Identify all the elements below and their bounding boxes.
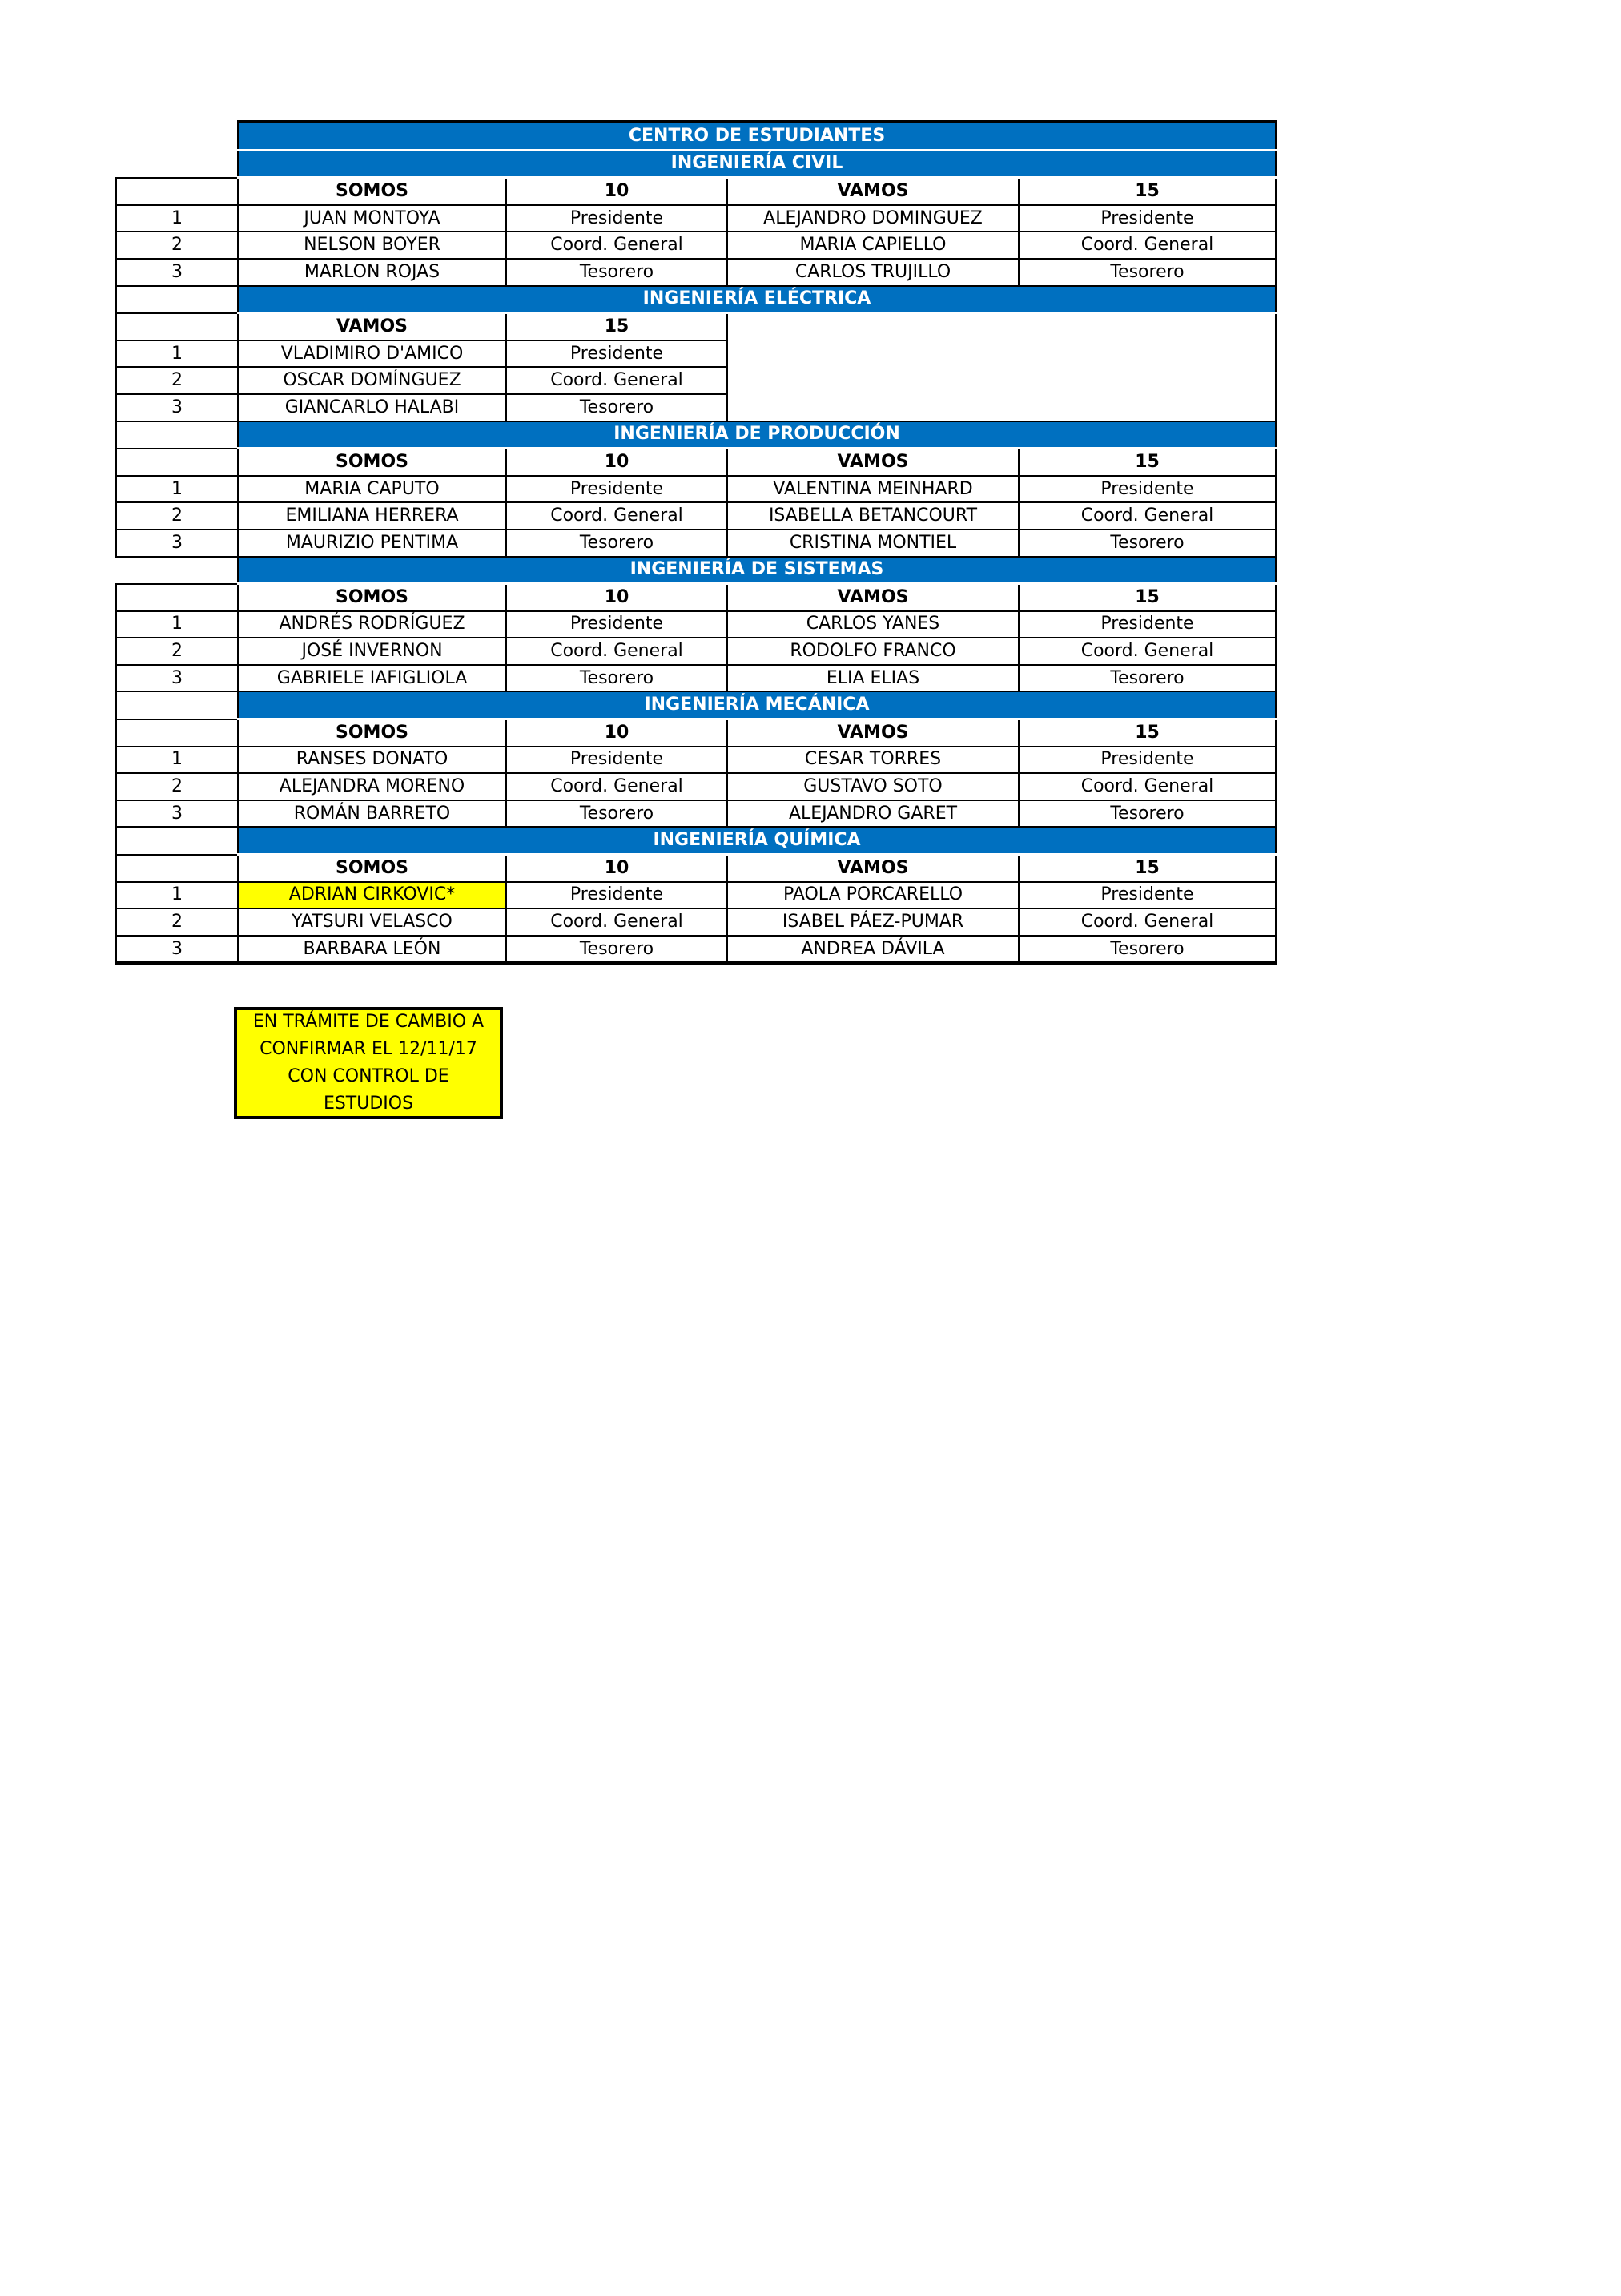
member-role: Presidente xyxy=(506,476,727,503)
member-role: Tesorero xyxy=(506,800,727,828)
row-number: 3 xyxy=(116,530,238,557)
header-cell: SOMOS xyxy=(238,719,506,747)
member-name: EMILIANA HERRERA xyxy=(238,502,506,530)
header-cell: 10 xyxy=(506,584,727,611)
member-role: Presidente xyxy=(1019,882,1276,909)
member-role: Presidente xyxy=(1019,205,1276,232)
member-name: CARLOS TRUJILLO xyxy=(727,259,1019,286)
member-name-highlighted: ADRIAN CIRKOVIC* xyxy=(238,882,506,909)
header-cell: VAMOS xyxy=(727,178,1019,205)
header-cell: 10 xyxy=(506,178,727,205)
member-role: Presidente xyxy=(506,882,727,909)
member-name: CESAR TORRES xyxy=(727,747,1019,774)
member-role: Coord. General xyxy=(506,367,727,394)
table-row xyxy=(116,936,1276,964)
section-row-quimica xyxy=(116,827,1276,854)
student-center-table xyxy=(115,120,1277,965)
sheet-title: CENTRO DE ESTUDIANTES xyxy=(238,122,1276,150)
member-role: Coord. General xyxy=(1019,908,1276,936)
header-cell: SOMOS xyxy=(238,584,506,611)
member-role: Tesorero xyxy=(1019,800,1276,828)
member-role: Presidente xyxy=(506,747,727,774)
section-row-electrica xyxy=(116,286,1276,313)
table-row xyxy=(116,502,1276,530)
row-number: 3 xyxy=(116,259,238,286)
member-name: ALEJANDRO GARET xyxy=(727,800,1019,828)
member-name: JUAN MONTOYA xyxy=(238,205,506,232)
row-number: 3 xyxy=(116,394,238,421)
header-row xyxy=(116,313,1276,340)
row-number: 1 xyxy=(116,476,238,503)
empty-block xyxy=(727,313,1276,421)
member-name: MARIA CAPIELLO xyxy=(727,232,1019,259)
member-name: CRISTINA MONTIEL xyxy=(727,530,1019,557)
member-role: Coord. General xyxy=(506,773,727,800)
section-row-mecanica xyxy=(116,691,1276,719)
member-name: PAOLA PORCARELLO xyxy=(727,882,1019,909)
table-row xyxy=(116,205,1276,232)
table-row xyxy=(116,747,1276,774)
header-cell: 10 xyxy=(506,719,727,747)
table-row xyxy=(116,800,1276,828)
member-name: ROMÁN BARRETO xyxy=(238,800,506,828)
member-name: ALEJANDRA MORENO xyxy=(238,773,506,800)
section-row-civil xyxy=(116,150,1276,178)
row-number: 1 xyxy=(116,611,238,638)
member-role: Tesorero xyxy=(506,936,727,964)
row-number: 2 xyxy=(116,773,238,800)
header-cell: SOMOS xyxy=(238,449,506,476)
member-name: ALEJANDRO DOMINGUEZ xyxy=(727,205,1019,232)
member-role: Coord. General xyxy=(1019,502,1276,530)
header-cell: SOMOS xyxy=(238,855,506,882)
member-role: Tesorero xyxy=(506,394,727,421)
header-cell: VAMOS xyxy=(727,719,1019,747)
table-row xyxy=(116,908,1276,936)
row-number: 2 xyxy=(116,908,238,936)
member-name: JOSÉ INVERNON xyxy=(238,638,506,665)
table-row xyxy=(116,773,1276,800)
pending-change-note-text: EN TRÁMITE DE CAMBIO A CONFIRMAR EL 12/11/17 CON CONTROL DE ESTUDIOS xyxy=(252,1012,485,1114)
header-cell: 15 xyxy=(1019,584,1276,611)
header-cell: 10 xyxy=(506,855,727,882)
member-name: RODOLFO FRANCO xyxy=(727,638,1019,665)
member-name: ANDRÉS RODRÍGUEZ xyxy=(238,611,506,638)
member-name: GABRIELE IAFIGLIOLA xyxy=(238,665,506,692)
member-name: MARIA CAPUTO xyxy=(238,476,506,503)
header-cell: 15 xyxy=(506,313,727,340)
member-role: Tesorero xyxy=(1019,665,1276,692)
table-row xyxy=(116,232,1276,259)
member-role: Presidente xyxy=(506,611,727,638)
header-cell: VAMOS xyxy=(727,855,1019,882)
member-name: MARLON ROJAS xyxy=(238,259,506,286)
row-number: 1 xyxy=(116,747,238,774)
section-title-mecanica: INGENIERÍA MECÁNICA xyxy=(238,691,1276,719)
member-role: Tesorero xyxy=(1019,936,1276,964)
table-row xyxy=(116,530,1276,557)
member-role: Tesorero xyxy=(1019,259,1276,286)
section-title-produccion: INGENIERÍA DE PRODUCCIÓN xyxy=(238,421,1276,449)
row-number: 2 xyxy=(116,502,238,530)
member-role: Coord. General xyxy=(506,502,727,530)
table-row xyxy=(116,259,1276,286)
member-name: ISABELLA BETANCOURT xyxy=(727,502,1019,530)
section-title-civil: INGENIERÍA CIVIL xyxy=(238,150,1276,178)
row-number: 2 xyxy=(116,232,238,259)
row-number: 2 xyxy=(116,367,238,394)
member-name: VALENTINA MEINHARD xyxy=(727,476,1019,503)
header-cell: VAMOS xyxy=(727,584,1019,611)
member-name: BARBARA LEÓN xyxy=(238,936,506,964)
member-role: Tesorero xyxy=(506,259,727,286)
member-name: VLADIMIRO D'AMICO xyxy=(238,340,506,368)
member-role: Presidente xyxy=(506,340,727,368)
member-role: Coord. General xyxy=(1019,773,1276,800)
member-name: GUSTAVO SOTO xyxy=(727,773,1019,800)
row-number: 2 xyxy=(116,638,238,665)
member-name: CARLOS YANES xyxy=(727,611,1019,638)
member-role: Presidente xyxy=(1019,611,1276,638)
header-cell: 15 xyxy=(1019,719,1276,747)
member-role: Tesorero xyxy=(506,665,727,692)
member-name: MAURIZIO PENTIMA xyxy=(238,530,506,557)
row-number: 1 xyxy=(116,340,238,368)
member-role: Coord. General xyxy=(506,908,727,936)
header-cell: VAMOS xyxy=(238,313,506,340)
header-cell: 15 xyxy=(1019,449,1276,476)
section-title-electrica: INGENIERÍA ELÉCTRICA xyxy=(238,286,1276,313)
member-role: Tesorero xyxy=(506,530,727,557)
table-row xyxy=(116,476,1276,503)
pending-change-note xyxy=(234,1007,503,1119)
header-cell: 10 xyxy=(506,449,727,476)
table-row xyxy=(116,638,1276,665)
member-name: ISABEL PÁEZ-PUMAR xyxy=(727,908,1019,936)
member-role: Coord. General xyxy=(1019,638,1276,665)
row-number: 3 xyxy=(116,800,238,828)
title-row xyxy=(116,122,1276,150)
row-number: 1 xyxy=(116,205,238,232)
member-name: NELSON BOYER xyxy=(238,232,506,259)
member-name: GIANCARLO HALABI xyxy=(238,394,506,421)
member-role: Presidente xyxy=(1019,476,1276,503)
header-row xyxy=(116,178,1276,205)
member-role: Presidente xyxy=(1019,747,1276,774)
row-number: 1 xyxy=(116,882,238,909)
section-title-sistemas: INGENIERÍA DE SISTEMAS xyxy=(238,557,1276,584)
section-row-produccion xyxy=(116,421,1276,449)
member-name: ANDREA DÁVILA xyxy=(727,936,1019,964)
member-role: Coord. General xyxy=(506,232,727,259)
member-role: Coord. General xyxy=(1019,232,1276,259)
section-row-sistemas xyxy=(116,557,1276,584)
member-name: RANSES DONATO xyxy=(238,747,506,774)
table-row xyxy=(116,665,1276,692)
member-name: YATSURI VELASCO xyxy=(238,908,506,936)
member-name: ELIA ELIAS xyxy=(727,665,1019,692)
member-role: Presidente xyxy=(506,205,727,232)
row-number: 3 xyxy=(116,936,238,964)
header-row xyxy=(116,719,1276,747)
header-cell: SOMOS xyxy=(238,178,506,205)
section-title-quimica: INGENIERÍA QUÍMICA xyxy=(238,827,1276,854)
header-cell: 15 xyxy=(1019,178,1276,205)
member-role: Tesorero xyxy=(1019,530,1276,557)
header-row xyxy=(116,449,1276,476)
header-cell: VAMOS xyxy=(727,449,1019,476)
header-row xyxy=(116,584,1276,611)
header-row xyxy=(116,855,1276,882)
member-name: OSCAR DOMÍNGUEZ xyxy=(238,367,506,394)
table-row xyxy=(116,611,1276,638)
header-cell: 15 xyxy=(1019,855,1276,882)
member-role: Coord. General xyxy=(506,638,727,665)
row-number: 3 xyxy=(116,665,238,692)
table-row xyxy=(116,882,1276,909)
